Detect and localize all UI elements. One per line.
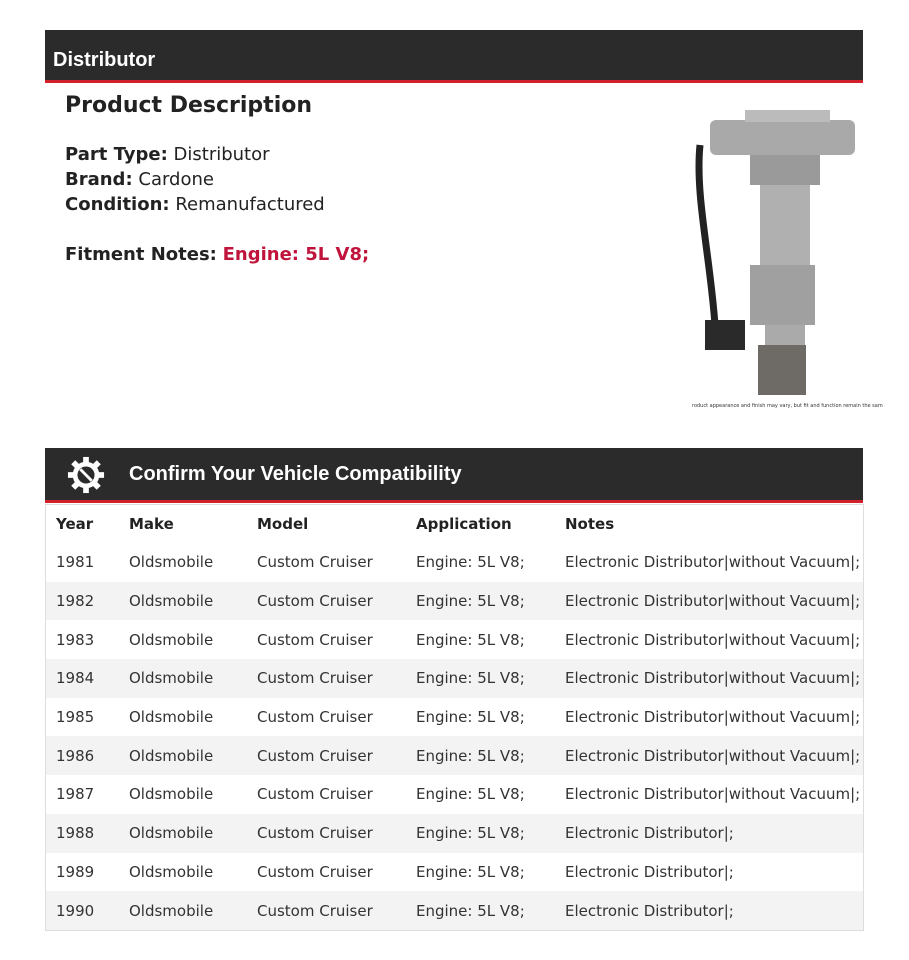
compatibility-table [45,504,864,931]
table-row [46,775,864,814]
cell-application: Engine: 5L V8; [416,630,525,649]
image-caption: roduct appearance and finish may vary, but fit and function remain the sam [692,403,883,409]
cell-make: Oldsmobile [119,582,247,621]
cell-model: Custom Cruiser [257,862,373,881]
section-header-distributor [45,30,863,83]
cell-make: Oldsmobile [129,553,214,572]
fitment-value: Engine: 5L V8; [222,244,370,265]
fitment-label: Fitment Notes: [65,244,217,265]
cell-make: Oldsmobile [119,891,247,930]
cell-notes: Electronic Distributor|without Vacuum|; [555,582,864,621]
compatibility-header [45,448,863,503]
brand-row [65,169,214,190]
cell-application: Engine: 5L V8; [406,582,555,621]
cell-year: 1983 [56,630,95,649]
cell-model: Custom Cruiser [247,736,406,775]
cell-year: 1988 [46,814,120,853]
cell-application: Engine: 5L V8; [406,736,555,775]
cell-notes: Electronic Distributor|; [565,862,734,881]
cell-make: Oldsmobile [129,630,214,649]
compatibility-title: Confirm Your Vehicle Compatibility [129,463,462,485]
cell-notes: Electronic Distributor|; [555,891,864,930]
cell-make: Oldsmobile [119,736,247,775]
column-header-year: Year [56,515,94,533]
cell-notes: Electronic Distributor|without Vacuum|; [555,736,864,775]
column-header-model: Model [257,515,309,533]
cell-notes: Electronic Distributor|; [555,814,864,853]
cell-model: Custom Cruiser [257,708,373,727]
cell-notes: Electronic Distributor|without Vacuum|; [555,659,864,698]
cell-model: Custom Cruiser [257,785,373,804]
cell-year: 1981 [56,553,95,572]
cell-model: Custom Cruiser [247,814,406,853]
table-row [46,698,864,737]
cell-make: Oldsmobile [129,862,214,881]
cell-year: 1986 [46,736,120,775]
cell-application: Engine: 5L V8; [416,708,525,727]
cell-make: Oldsmobile [129,708,214,727]
gear-wrench-icon [67,456,105,494]
table-row [46,891,864,930]
cell-model: Custom Cruiser [257,630,373,649]
part-type-value: Distributor [173,144,270,165]
cell-year: 1987 [56,785,95,804]
table-row [46,582,864,621]
cell-application: Engine: 5L V8; [406,891,555,930]
table-row [46,620,864,659]
condition-value: Remanufactured [175,194,325,215]
cell-application: Engine: 5L V8; [416,862,525,881]
cell-notes: Electronic Distributor|without Vacuum|; [565,785,861,804]
column-header-notes: Notes [565,515,615,533]
product-description-heading: Product Description [65,93,313,118]
cell-model: Custom Cruiser [247,582,406,621]
distributor-product-image [690,105,860,400]
condition-label: Condition: [65,194,170,215]
cell-application: Engine: 5L V8; [406,659,555,698]
part-type-label: Part Type: [65,144,168,165]
cell-year: 1990 [46,891,120,930]
cell-application: Engine: 5L V8; [406,814,555,853]
cell-notes: Electronic Distributor|without Vacuum|; [565,708,861,727]
condition-row [65,194,325,215]
table-row [46,736,864,775]
cell-application: Engine: 5L V8; [416,553,525,572]
column-header-application: Application [416,515,512,533]
table-row [46,659,864,698]
brand-label: Brand: [65,169,133,190]
cell-model: Custom Cruiser [247,891,406,930]
table-header-row [46,505,864,544]
cell-year: 1989 [56,862,95,881]
cell-make: Oldsmobile [129,785,214,804]
cell-model: Custom Cruiser [247,659,406,698]
cell-notes: Electronic Distributor|without Vacuum|; [565,553,861,572]
cell-notes: Electronic Distributor|without Vacuum|; [565,630,861,649]
cell-year: 1984 [46,659,120,698]
part-type-row [65,144,270,165]
column-header-make: Make [129,515,174,533]
cell-year: 1985 [56,708,95,727]
cell-model: Custom Cruiser [257,553,373,572]
table-row [46,814,864,853]
fitment-row [65,244,369,265]
table-row [46,543,864,582]
table-row [46,853,864,892]
cell-make: Oldsmobile [119,659,247,698]
cell-application: Engine: 5L V8; [416,785,525,804]
brand-value: Cardone [138,169,214,190]
section-title: Distributor [53,49,156,71]
cell-year: 1982 [46,582,120,621]
cell-make: Oldsmobile [119,814,247,853]
